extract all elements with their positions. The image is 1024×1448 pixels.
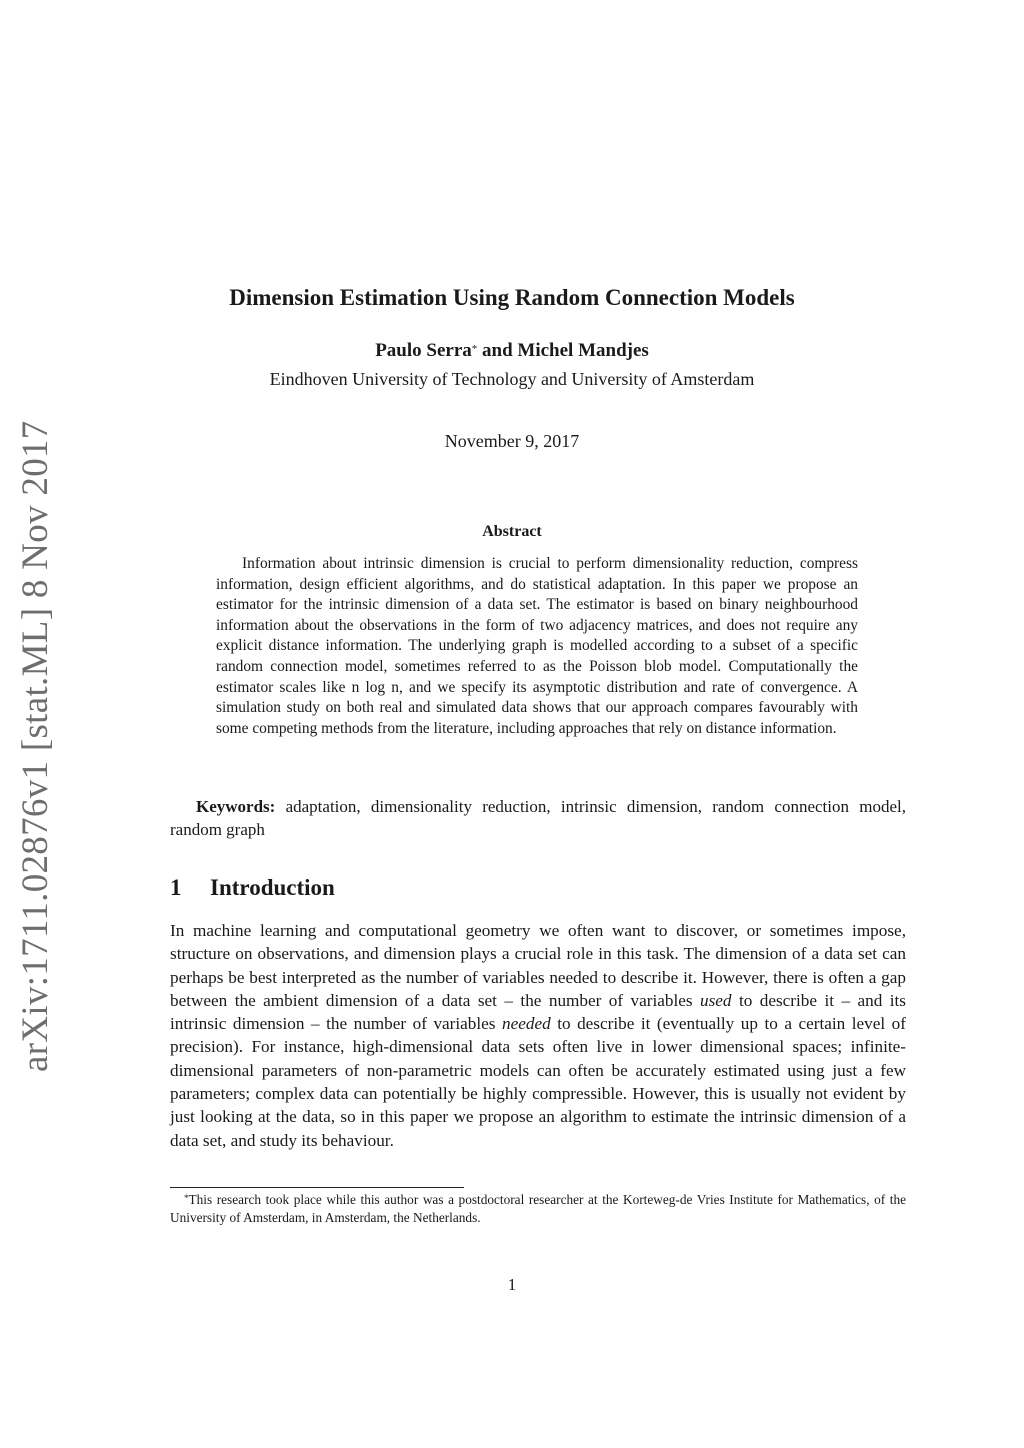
section-title: Introduction (210, 875, 335, 900)
introduction-paragraph (170, 919, 906, 1152)
section-number: 1 (170, 875, 182, 900)
intro-emphasis-used: used (700, 990, 732, 1010)
publication-date: November 9, 2017 (444, 431, 580, 451)
paper-title: Dimension Estimation Using Random Connection Models (229, 285, 795, 310)
keywords (170, 795, 906, 841)
footnote (170, 1191, 906, 1226)
footnote-mark: * (184, 1193, 189, 1203)
abstract-text: Information about intrinsic dimension is crucial to perform dimensionality reduction, compress information, design efficient algorithms, and do statistical adaptation. In this paper we propose an estimator for the intrinsic dimension of a data set. The estimator is based on binary neighbourhood information about the observations in the form of two adjacency matrices, and does not require any explicit distance information. The underlying graph is modelled according to a subset of a specific random connection model, sometimes referred to as the Poisson blob model. Computationally the estimator scales like n log n, and we specify its asymptotic distribution and rate of convergence. A simulation study on both real and simulated data shows that our approach compares favourably with some competing methods from the literature, including approaches that rely on distance information. (216, 555, 858, 737)
intro-text-part2: to describe it – and its intrinsic dimension – the number of variables (170, 990, 906, 1034)
section-heading-introduction (170, 873, 335, 903)
keywords-label: Keywords: (196, 797, 276, 816)
affiliation: Eindhoven University of Technology and University of Amsterdam (269, 369, 755, 389)
arxiv-stamp: arXiv:1711.02876v1 [stat.ML] 8 Nov 2017 (15, 420, 56, 1072)
abstract-heading: Abstract (482, 523, 542, 540)
author-list (0, 340, 1024, 362)
page-number: 1 (507, 1275, 517, 1294)
footnote-text: This research took place while this author was a postdoctoral researcher at the Korteweg-de Vries Institute for Mathematics, of the University of Amsterdam, in Amsterdam, the Netherlands. (170, 1192, 906, 1225)
intro-text-part3: to describe it (eventually up to a certain level of precision). For instance, high-dimensional data sets often live in lower dimensional spaces; infinite-dimensional parameters of non-parametric models can often be accurately estimated using just a few parameters; complex data can potentially be highly compressible. However, this is usually not evident by just looking at the data, so in this paper we propose an algorithm to estimate the intrinsic dimension of a data set, and study its behaviour. (170, 1014, 907, 1150)
intro-emphasis-needed: needed (502, 1014, 551, 1034)
footnote-divider (170, 1187, 464, 1188)
author-footnote-mark[interactable]: * (471, 343, 478, 355)
author-paulo-serra: Paulo Serra (375, 340, 472, 361)
intro-text-part1: In machine learning and computational geometry we often want to discover, or sometimes impose, structure on observations, and dimension plays a crucial role in this task. The dimension of a data set can perhaps be best interpreted as the number of variables needed to describe it. However, there is often a gap between the ambient dimension of a data set – the number of variables (170, 921, 906, 1010)
keywords-list: adaptation, dimensionality reduction, intrinsic dimension, random connection model, random graph (170, 797, 906, 839)
author-michel-mandjes: and Michel Mandjes (477, 340, 649, 361)
